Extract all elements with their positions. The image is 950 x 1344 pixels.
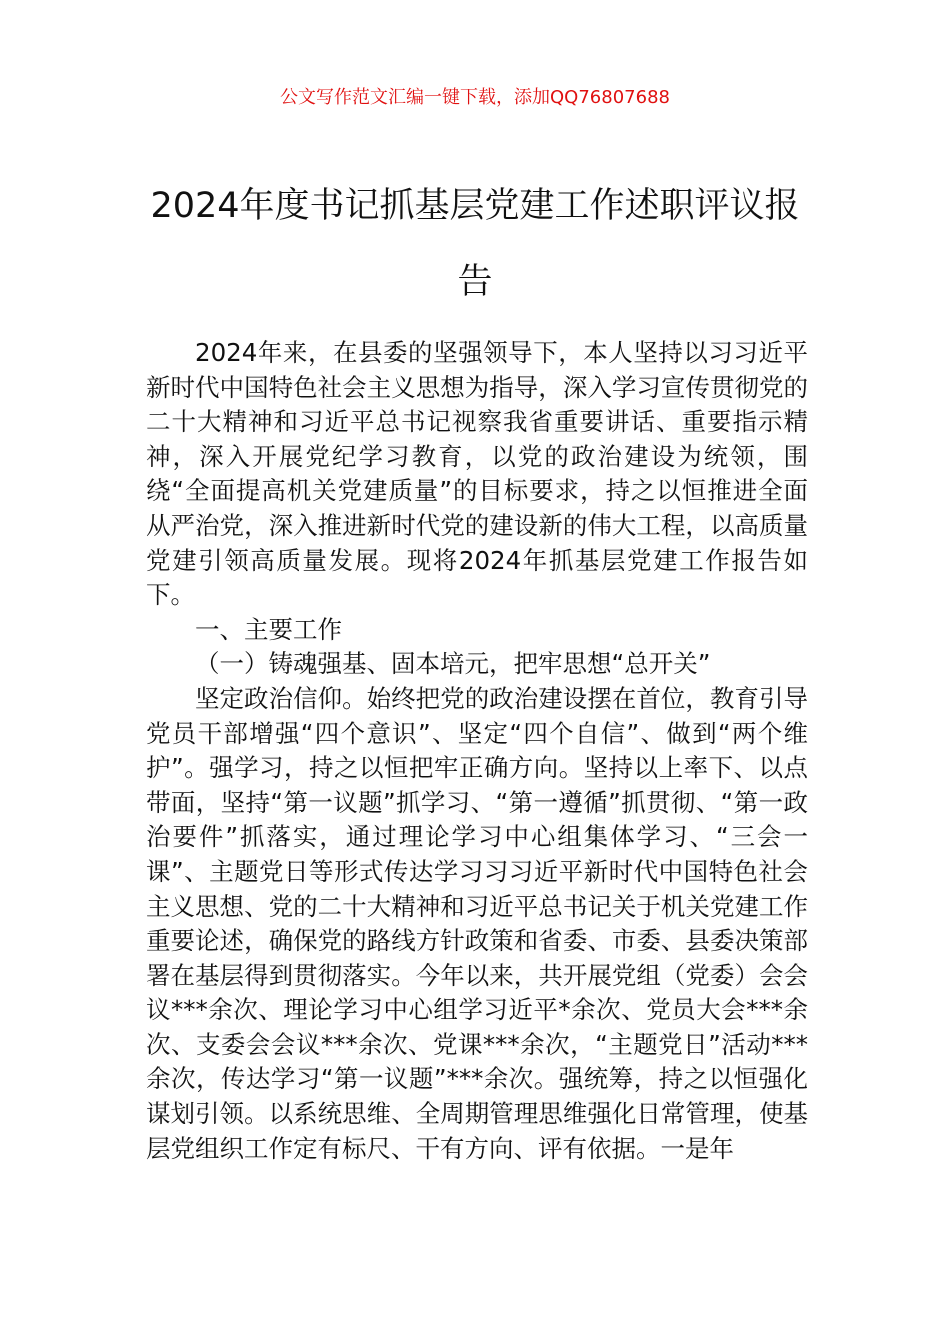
paragraph-political-faith: 坚定政治信仰。始终把党的政治建设摆在首位，教育引导党员干部增强“四个意识”、坚定“四个自信”、做到“两个维护”。强学习，持之以恒把牢正确方向。坚持以上率下、以点带面，坚持“第一议题”抓学习、“第一遵循”抓贯彻、“第一政治要件”抓落实，通过理论学习中心组集体学习、“三会一课”、主题党日等形式传达学习习习近平新时代中国特色社会主义思想、党的二十大精神和习近平总书记关于机关党建工作重要论述，确保党的路线方针政策和省委、市委、县委决策部署在基层得到贯彻落实。今年以来，共开展党组（党委）会会议***余次、理论学习中心组学习近平*余次、党员大会***余次、支委会会议***余次、党课***余次，“主题党日”活动***余次，传达学习“第一议题”***余次。强统筹，持之以恒强化谋划引领。以系统思维、全周期管理思维强化日常管理，使基层党组织工作定有标尺、干有方向、评有依据。一是年 [146, 683, 808, 1163]
document-body [146, 336, 808, 1166]
subsection-heading-1: （一）铸魂强基、固本培元，把牢思想“总开关” [195, 649, 711, 679]
paragraph-intro: 2024年来，在县委的坚强领导下，本人坚持以习习近平新时代中国特色社会主义思想为指导，深入学习宣传贯彻党的二十大精神和习近平总书记视察我省重要讲话、重要指示精神，深入开展党纪学习教育，以党的政治建设为统领，围绕“全面提高机关党建质量”的目标要求，持之以恒推进全面从严治党，深入推进新时代党的建设新的伟大工程，以高质量党建引领高质量发展。现将2024年抓基层党建工作报告如下。 [146, 338, 808, 610]
header-note: 公文写作范文汇编一键下载，添加QQ76807688 [280, 87, 670, 108]
document-title: 2024年度书记抓基层党建工作述职评议报告 [150, 186, 800, 302]
section-heading-main-work: 一、主要工作 [195, 614, 342, 644]
